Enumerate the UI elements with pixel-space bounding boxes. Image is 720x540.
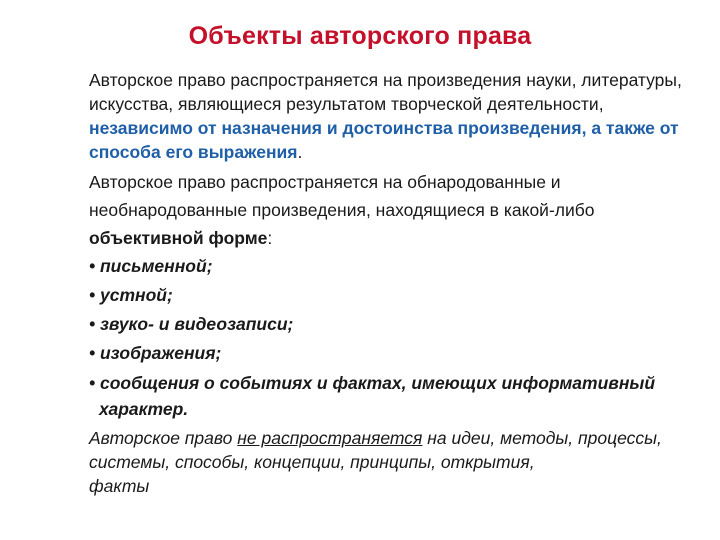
list-item: • звуко- и видеозаписи; <box>89 314 294 334</box>
paragraph-scope-end: . <box>297 142 303 162</box>
paragraph-exclusions <box>89 426 689 498</box>
paragraph-forms-text: Авторское право распространяется на обнародованные и необнародованные произведения, находящиеся в какой-либо <box>89 172 595 220</box>
paragraph-forms-end: : <box>267 228 273 248</box>
paragraph-exclusions-underlined: не распространяется <box>237 428 423 448</box>
paragraph-exclusions-start: Авторское право <box>89 428 238 448</box>
paragraph-scope-highlight: независимо от назначения и достоинства произведения, а также от способа его выражения <box>89 118 679 162</box>
forms-list <box>89 252 689 424</box>
paragraph-scope <box>89 68 689 164</box>
list-item: • письменной; <box>89 256 213 276</box>
list-item: • изображения; <box>89 343 222 363</box>
list-item <box>89 368 689 424</box>
paragraph-scope-text: Авторское право распространяется на произведения науки, литературы, искусства, являющиеся результатом творческой деятельности, <box>89 70 682 114</box>
list-item-line2: характер. <box>99 399 189 419</box>
slide-title: Объекты авторского права <box>188 22 532 50</box>
list-item-line1: • сообщения о событиях и фактах, имеющих информативный <box>89 373 656 393</box>
paragraph-exclusions-rest: на идеи, методы, процессы, системы, способы, концепции, принципы, открытия, <box>89 428 662 472</box>
paragraph-forms-bold: объективной форме <box>89 228 268 248</box>
list-item: • устной; <box>89 285 173 305</box>
paragraph-exclusions-tail: факты <box>89 476 150 496</box>
slide-content <box>89 68 689 498</box>
paragraph-forms <box>89 168 689 252</box>
